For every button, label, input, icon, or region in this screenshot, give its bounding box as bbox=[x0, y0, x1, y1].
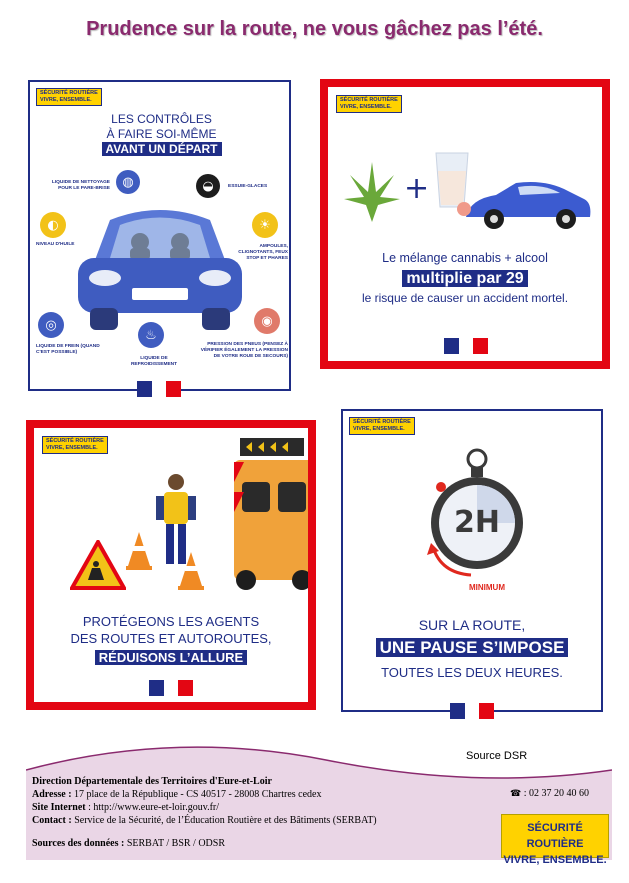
footer-sources: Sources des données : SERBAT / BSR / ODSR bbox=[32, 838, 226, 849]
card3-line2: DES ROUTES ET AUTOROUTES, bbox=[70, 631, 272, 646]
card4-line1: SUR LA ROUTE, bbox=[418, 617, 526, 633]
source-label: Source DSR bbox=[466, 750, 528, 762]
traffic-cone-icon bbox=[178, 550, 204, 590]
coolant-icon: ♨ bbox=[138, 322, 164, 348]
securite-routiere-badge: SÉCURITÉ ROUTIÈRE VIVRE, ENSEMBLE. bbox=[36, 88, 102, 106]
wiper-icon: ◒ bbox=[196, 174, 220, 198]
securite-routiere-badge: SÉCURITÉ ROUTIÈRE VIVRE, ENSEMBLE. bbox=[349, 417, 415, 435]
securite-routiere-badge: SÉCURITÉ ROUTIÈRE VIVRE, ENSEMBLE. bbox=[336, 95, 402, 113]
page-title: Prudence sur la route, ne vous gâchez pas l’été. bbox=[86, 18, 543, 40]
card4-highlight: UNE PAUSE S’IMPOSE bbox=[343, 637, 601, 659]
french-flag-logo bbox=[137, 381, 181, 397]
label-coolant: LIQUIDE DE REFROIDISSEMENT bbox=[130, 356, 178, 367]
footer-org: Direction Départementale des Territoires d'Eure-et-Loir bbox=[32, 776, 272, 787]
label-tyres: PRESSION DES PNEUS (PENSEZ À VÉRIFIER ÉGALEMENT LA PRESSION DE VOTRE ROUE DE SECOURS) bbox=[200, 342, 288, 359]
label-washer: LIQUIDE DE NETTOYAGE POUR LE PARE-BRISE bbox=[51, 180, 110, 191]
footer-contact: Contact : Service de la Sécurité, de l’Éducation Routière et des Bâtiments (SERBAT) bbox=[32, 815, 377, 826]
phone-icon: ☎ bbox=[510, 789, 522, 799]
card4-line3: TOUTES LES DEUX HEURES. bbox=[381, 665, 563, 680]
label-oil: NIVEAU D'HUILE bbox=[36, 242, 75, 247]
card3-highlight: RÉDUISONS L’ALLURE bbox=[34, 649, 308, 666]
traffic-cone-icon bbox=[126, 530, 152, 570]
footer-site: Site Internet : http://www.eure-et-loir.gouv.fr/ bbox=[32, 802, 220, 813]
crashed-car-icon bbox=[456, 177, 596, 233]
card-vehicle-checks bbox=[28, 80, 291, 391]
website-link[interactable]: : http://www.eure-et-loir.gouv.fr/ bbox=[88, 802, 220, 813]
road-works-sign-icon bbox=[70, 540, 126, 590]
footer-contact-block bbox=[32, 775, 452, 850]
card-road-workers bbox=[26, 420, 316, 710]
card1-title: LES CONTRÔLES À FAIRE SOI-MÊME AVANT UN DÉPART bbox=[30, 112, 291, 157]
windshield-washer-icon: ◍ bbox=[116, 170, 140, 194]
minimum-label: MINIMUM bbox=[469, 583, 505, 592]
label-brake: LIQUIDE DE FREIN (QUAND C'EST POSSIBLE) bbox=[36, 344, 100, 355]
footer-address: Adresse : 17 place de la République - CS 40517 - 28008 Chartres cedex bbox=[32, 789, 322, 800]
card2-line3: le risque de causer un accident mortel. bbox=[361, 291, 569, 305]
french-flag-logo bbox=[450, 703, 494, 719]
label-bulbs: AMPOULES, CLIGNOTANTS, FEUX STOP ET PHARES bbox=[238, 244, 288, 261]
oil-level-icon: ◐ bbox=[40, 212, 66, 238]
card-pause bbox=[341, 409, 603, 712]
card2-line1: Le mélange cannabis + alcool bbox=[382, 251, 548, 265]
tyre-pressure-icon: ◉ bbox=[254, 308, 280, 334]
stopwatch-label: 2H bbox=[454, 505, 500, 540]
plus-sign: + bbox=[404, 171, 430, 206]
road-maintenance-truck-illustration bbox=[226, 432, 316, 592]
securite-routiere-footer-badge: SÉCURITÉ ROUTIÈRE VIVRE, ENSEMBLE. bbox=[501, 814, 609, 858]
card-cannabis-alcohol bbox=[320, 79, 610, 369]
french-flag-logo bbox=[444, 338, 488, 354]
card3-line1: PROTÉGEONS LES AGENTS bbox=[82, 614, 260, 629]
french-flag-logo bbox=[149, 680, 193, 696]
car-front-illustration bbox=[70, 200, 250, 335]
footer-phone: ☎ : 02 37 20 40 60 bbox=[510, 788, 589, 799]
securite-routiere-badge: SÉCURITÉ ROUTIÈRE VIVRE, ENSEMBLE. bbox=[42, 436, 108, 454]
card2-highlight: multiplie par 29 bbox=[328, 269, 602, 289]
cannabis-leaf-icon bbox=[342, 157, 402, 227]
light-bulb-icon: ☀ bbox=[252, 212, 278, 238]
label-wipers: ESSUIE-GLACES bbox=[228, 184, 268, 189]
brake-fluid-icon: ◎ bbox=[38, 312, 64, 338]
